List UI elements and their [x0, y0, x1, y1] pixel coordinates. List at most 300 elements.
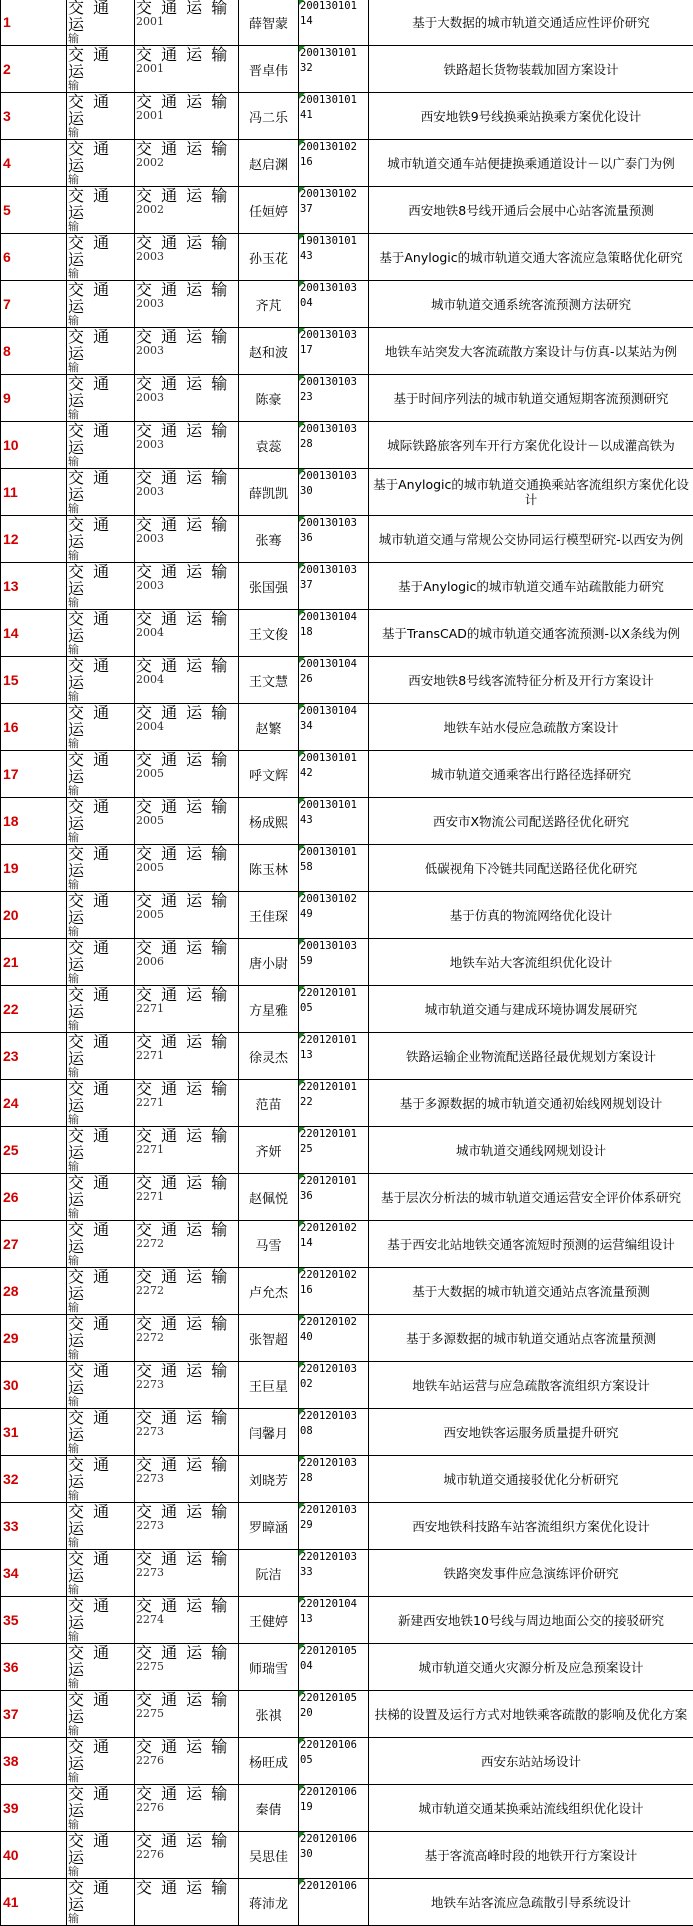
student-name: 刘晓芳	[239, 1456, 299, 1503]
thesis-title: 城市轨道交通车站便捷换乘通道设计－以广泰门为例	[369, 140, 693, 187]
student-name: 陈豪	[239, 375, 299, 422]
major-short-cell: 交 通 运 输	[67, 939, 135, 986]
table-row	[1, 657, 693, 704]
major-class-cell: 交 通 运 输 2271	[135, 1033, 239, 1080]
major-class-cell: 交 通 运 输 2001	[135, 46, 239, 93]
major-short-cell: 交 通 运 输	[67, 281, 135, 328]
thesis-title: 铁路超长货物装载加固方案设计	[369, 46, 693, 93]
major-short-cell: 交 通 运 输	[67, 1644, 135, 1691]
major-class-cell: 交 通 运 输 2271	[135, 986, 239, 1033]
major-short-cell: 交 通 运 输	[67, 704, 135, 751]
student-name: 薛凯凯	[239, 469, 299, 516]
student-id-cell: 220120106 19	[299, 1785, 369, 1832]
thesis-title: 城市轨道交通接驳优化分析研究	[369, 1456, 693, 1503]
major-class-cell: 交 通 运 输 2003	[135, 375, 239, 422]
student-id-cell: 190130101 43	[299, 234, 369, 281]
green-triangle-icon	[299, 93, 305, 99]
thesis-title: 西安东站站场设计	[369, 1738, 693, 1785]
major-short-cell: 交 通 运 输	[67, 657, 135, 704]
table-row	[1, 422, 693, 469]
green-triangle-icon	[299, 46, 305, 52]
thesis-title: 基于TransCAD的城市轨道交通客流预测-以X条线为例	[369, 610, 693, 657]
major-short-cell: 交 通 运 输	[67, 1597, 135, 1644]
student-id-cell: 200130101 43	[299, 798, 369, 845]
major-short-cell: 交 通 运 输	[67, 751, 135, 798]
major-class-cell: 交 通 运 输 2001	[135, 0, 239, 46]
student-name: 张祺	[239, 1691, 299, 1738]
student-name: 罗暲涵	[239, 1503, 299, 1550]
green-triangle-icon	[299, 187, 305, 193]
major-class-cell: 交 通 运 输 2272	[135, 1268, 239, 1315]
green-triangle-icon	[299, 986, 305, 992]
major-class-cell: 交 通 运 输 2003	[135, 281, 239, 328]
table-row	[1, 1691, 693, 1738]
student-id-cell: 200130103 17	[299, 328, 369, 375]
table-row	[1, 1033, 693, 1080]
student-id-cell: 200130103 59	[299, 939, 369, 986]
row-index: 7	[1, 281, 67, 328]
thesis-title: 基于多源数据的城市轨道交通初始线网规划设计	[369, 1080, 693, 1127]
green-triangle-icon	[299, 704, 305, 710]
thesis-title: 基于大数据的城市轨道交通站点客流量预测	[369, 1268, 693, 1315]
green-triangle-icon	[299, 1597, 305, 1603]
thesis-title: 城市轨道交通某换乘站流线组织优化设计	[369, 1785, 693, 1832]
table-row	[1, 1127, 693, 1174]
green-triangle-icon	[299, 328, 305, 334]
green-triangle-icon	[299, 140, 305, 146]
row-index: 15	[1, 657, 67, 704]
table-row	[1, 1268, 693, 1315]
thesis-title: 地铁车站水侵应急疏散方案设计	[369, 704, 693, 751]
student-id-cell: 200130104 18	[299, 610, 369, 657]
thesis-title: 铁路运输企业物流配送路径最优规划方案设计	[369, 1033, 693, 1080]
major-class-cell: 交 通 运 输 2273	[135, 1456, 239, 1503]
major-short-cell: 交 通 运 输	[67, 1456, 135, 1503]
thesis-title: 基于西安北站地铁交通客流短时预测的运营编组设计	[369, 1221, 693, 1268]
student-id-cell: 200130101 32	[299, 46, 369, 93]
major-class-cell: 交 通 运 输 2004	[135, 704, 239, 751]
table-row	[1, 1550, 693, 1597]
thesis-title: 地铁车站运营与应急疏散客流组织方案设计	[369, 1362, 693, 1409]
row-index: 23	[1, 1033, 67, 1080]
student-name: 秦倩	[239, 1785, 299, 1832]
green-triangle-icon	[299, 892, 305, 898]
green-triangle-icon	[299, 798, 305, 804]
major-short-cell: 交 通 运 输	[67, 1127, 135, 1174]
table-row	[1, 1879, 693, 1926]
row-index: 22	[1, 986, 67, 1033]
table-row	[1, 281, 693, 328]
student-id-cell: 220120106 30	[299, 1832, 369, 1879]
major-class-cell: 交 通 运 输 2003	[135, 516, 239, 563]
row-index: 27	[1, 1221, 67, 1268]
major-class-cell: 交 通 运 输 2275	[135, 1644, 239, 1691]
major-short-cell: 交 通 运 输	[67, 986, 135, 1033]
major-class-cell: 交 通 运 输 2003	[135, 469, 239, 516]
table-row	[1, 1738, 693, 1785]
row-index: 20	[1, 892, 67, 939]
green-triangle-icon	[299, 1174, 305, 1180]
student-name: 马雪	[239, 1221, 299, 1268]
major-short-cell: 交 通 运 输	[67, 328, 135, 375]
table-row	[1, 1315, 693, 1362]
green-triangle-icon	[299, 516, 305, 522]
major-class-cell: 交 通 运 输 2273	[135, 1503, 239, 1550]
green-triangle-icon	[299, 1268, 305, 1274]
green-triangle-icon	[299, 1644, 305, 1650]
major-class-cell: 交 通 运 输 2003	[135, 563, 239, 610]
student-id-cell: 220120101 05	[299, 986, 369, 1033]
major-short-cell: 交 通 运 输	[67, 0, 135, 46]
student-name: 方星雅	[239, 986, 299, 1033]
thesis-title: 城市轨道交通线网规划设计	[369, 1127, 693, 1174]
major-class-cell: 交 通 运 输 2003	[135, 234, 239, 281]
thesis-title: 城际铁路旅客列车开行方案优化设计－以成灌高铁为	[369, 422, 693, 469]
table-row	[1, 140, 693, 187]
thesis-title: 基于多源数据的城市轨道交通站点客流量预测	[369, 1315, 693, 1362]
thesis-title: 城市轨道交通与常规公交协同运行模型研究-以西安为例	[369, 516, 693, 563]
student-name: 齐妍	[239, 1127, 299, 1174]
row-index: 12	[1, 516, 67, 563]
student-name: 蒋沛龙	[239, 1879, 299, 1926]
row-index: 36	[1, 1644, 67, 1691]
row-index: 9	[1, 375, 67, 422]
major-class-cell: 交 通 运 输 2005	[135, 798, 239, 845]
row-index: 6	[1, 234, 67, 281]
major-class-cell: 交 通 运 输 2273	[135, 1550, 239, 1597]
student-id-cell: 220120103 08	[299, 1409, 369, 1456]
major-short-cell: 交 通 运 输	[67, 140, 135, 187]
green-triangle-icon	[299, 610, 305, 616]
thesis-title: 地铁车站突发大客流疏散方案设计与仿真-以某站为例	[369, 328, 693, 375]
major-short-cell: 交 通 运 输	[67, 422, 135, 469]
table-row	[1, 563, 693, 610]
student-id-cell: 200130103 30	[299, 469, 369, 516]
student-name: 冯二乐	[239, 93, 299, 140]
thesis-title: 基于仿真的物流网络优化设计	[369, 892, 693, 939]
thesis-title: 西安地铁8号线客流特征分析及开行方案设计	[369, 657, 693, 704]
student-name: 任姮婷	[239, 187, 299, 234]
student-name: 王健婷	[239, 1597, 299, 1644]
row-index: 38	[1, 1738, 67, 1785]
table-row	[1, 845, 693, 892]
student-name: 唐小尉	[239, 939, 299, 986]
student-name: 赵启渊	[239, 140, 299, 187]
table-row	[1, 1597, 693, 1644]
green-triangle-icon	[299, 1738, 305, 1744]
row-index: 1	[1, 0, 67, 46]
student-name: 卢允杰	[239, 1268, 299, 1315]
major-class-cell: 交 通 运 输 2272	[135, 1221, 239, 1268]
student-name: 陈玉林	[239, 845, 299, 892]
student-name: 张骞	[239, 516, 299, 563]
row-index: 5	[1, 187, 67, 234]
table-row	[1, 1644, 693, 1691]
green-triangle-icon	[299, 1550, 305, 1556]
green-triangle-icon	[299, 1127, 305, 1133]
green-triangle-icon	[299, 234, 305, 240]
major-class-cell: 交 通 运 输 2001	[135, 93, 239, 140]
table-row	[1, 892, 693, 939]
student-id-cell: 200130102 16	[299, 140, 369, 187]
thesis-title: 扶梯的设置及运行方式对地铁乘客疏散的影响及优化方案	[369, 1691, 693, 1738]
student-name: 张国强	[239, 563, 299, 610]
row-index: 13	[1, 563, 67, 610]
student-id-cell: 200130101 58	[299, 845, 369, 892]
major-short-cell: 交 通 运 输	[67, 1315, 135, 1362]
row-index: 19	[1, 845, 67, 892]
row-index: 14	[1, 610, 67, 657]
student-id-cell: 200130101 41	[299, 93, 369, 140]
major-short-cell: 交 通 运 输	[67, 1879, 135, 1926]
student-id-cell: 220120103 33	[299, 1550, 369, 1597]
thesis-title: 新建西安地铁10号线与周边地面公交的接驳研究	[369, 1597, 693, 1644]
major-short-cell: 交 通 运 输	[67, 1503, 135, 1550]
student-name: 袁蕊	[239, 422, 299, 469]
student-name: 孙玉花	[239, 234, 299, 281]
row-index: 29	[1, 1315, 67, 1362]
green-triangle-icon	[299, 563, 305, 569]
student-name: 师瑞雪	[239, 1644, 299, 1691]
major-class-cell: 交 通 运 输 2276	[135, 1785, 239, 1832]
major-short-cell: 交 通 运 输	[67, 1221, 135, 1268]
table-row	[1, 1832, 693, 1879]
row-index: 33	[1, 1503, 67, 1550]
green-triangle-icon	[299, 1785, 305, 1791]
student-id-cell: 220120106 05	[299, 1738, 369, 1785]
major-short-cell: 交 通 运 输	[67, 234, 135, 281]
table-row	[1, 328, 693, 375]
row-index: 41	[1, 1879, 67, 1926]
major-class-cell: 交 通 运 输 2272	[135, 1315, 239, 1362]
student-id-cell: 220120103 02	[299, 1362, 369, 1409]
major-short-cell: 交 通 运 输	[67, 1033, 135, 1080]
major-class-cell: 交 通 运 输 2276	[135, 1738, 239, 1785]
student-id-cell: 200130103 28	[299, 422, 369, 469]
table-row	[1, 610, 693, 657]
thesis-title: 基于Anylogic的城市轨道交通大客流应急策略优化研究	[369, 234, 693, 281]
row-index: 2	[1, 46, 67, 93]
student-id-cell: 200130103 36	[299, 516, 369, 563]
student-id-cell: 220120104 13	[299, 1597, 369, 1644]
major-short-cell: 交 通 运 输	[67, 187, 135, 234]
row-index: 30	[1, 1362, 67, 1409]
row-index: 3	[1, 93, 67, 140]
table-row	[1, 798, 693, 845]
student-name: 范苗	[239, 1080, 299, 1127]
student-name: 徐灵杰	[239, 1033, 299, 1080]
thesis-title: 低碳视角下冷链共同配送路径优化研究	[369, 845, 693, 892]
row-index: 39	[1, 1785, 67, 1832]
student-id-cell: 220120101 25	[299, 1127, 369, 1174]
student-id-cell: 200130104 26	[299, 657, 369, 704]
table-row	[1, 704, 693, 751]
student-id-cell: 200130104 34	[299, 704, 369, 751]
row-index: 11	[1, 469, 67, 516]
table-row	[1, 187, 693, 234]
green-triangle-icon	[299, 657, 305, 663]
table-row	[1, 375, 693, 422]
thesis-title: 西安市X物流公司配送路径优化研究	[369, 798, 693, 845]
green-triangle-icon	[299, 281, 305, 287]
major-class-cell: 交 通 运 输 2274	[135, 1597, 239, 1644]
major-class-cell: 交 通 运 输 2271	[135, 1080, 239, 1127]
green-triangle-icon	[299, 1362, 305, 1368]
student-name: 赵佩悦	[239, 1174, 299, 1221]
major-class-cell: 交 通 运 输 2003	[135, 422, 239, 469]
major-short-cell: 交 通 运 输	[67, 1080, 135, 1127]
table-row	[1, 1503, 693, 1550]
student-id-cell: 200130103 04	[299, 281, 369, 328]
table-row	[1, 234, 693, 281]
thesis-title: 城市轨道交通与建成环境协调发展研究	[369, 986, 693, 1033]
table-body	[1, 0, 693, 1926]
major-short-cell: 交 通 运 输	[67, 516, 135, 563]
row-index: 37	[1, 1691, 67, 1738]
student-name: 杨成熙	[239, 798, 299, 845]
major-class-cell: 交 通 运 输 2271	[135, 1174, 239, 1221]
green-triangle-icon	[299, 1503, 305, 1509]
major-short-cell: 交 通 运 输	[67, 1738, 135, 1785]
student-name: 齐芃	[239, 281, 299, 328]
row-index: 35	[1, 1597, 67, 1644]
student-name: 王巨星	[239, 1362, 299, 1409]
major-short-cell: 交 通 运 输	[67, 1409, 135, 1456]
major-class-cell: 交 通 运 输 2276	[135, 1832, 239, 1879]
row-index: 10	[1, 422, 67, 469]
row-index: 31	[1, 1409, 67, 1456]
green-triangle-icon	[299, 422, 305, 428]
student-id-cell: 200130101 42	[299, 751, 369, 798]
student-id-cell: 220120106	[299, 1879, 369, 1926]
green-triangle-icon	[299, 469, 305, 475]
student-id-cell: 200130103 23	[299, 375, 369, 422]
thesis-title: 城市轨道交通火灾源分析及应急预案设计	[369, 1644, 693, 1691]
green-triangle-icon	[299, 1409, 305, 1415]
student-name: 薛智蒙	[239, 0, 299, 46]
major-short-cell: 交 通 运 输	[67, 610, 135, 657]
table-row	[1, 1409, 693, 1456]
row-index: 18	[1, 798, 67, 845]
student-name: 杨旺成	[239, 1738, 299, 1785]
thesis-title: 基于大数据的城市轨道交通适应性评价研究	[369, 0, 693, 46]
row-index: 4	[1, 140, 67, 187]
major-short-cell: 交 通 运 输	[67, 469, 135, 516]
thesis-title: 地铁车站大客流组织优化设计	[369, 939, 693, 986]
student-id-cell: 220120101 22	[299, 1080, 369, 1127]
major-short-cell: 交 通 运 输	[67, 1268, 135, 1315]
thesis-title: 基于Anylogic的城市轨道交通换乘站客流组织方案优化设计	[369, 469, 693, 516]
major-class-cell: 交 通 运 输 2004	[135, 657, 239, 704]
green-triangle-icon	[299, 939, 305, 945]
thesis-title: 西安地铁9号线换乘站换乘方案优化设计	[369, 93, 693, 140]
major-class-cell: 交 通 运 输 2002	[135, 140, 239, 187]
green-triangle-icon	[299, 845, 305, 851]
green-triangle-icon	[299, 0, 305, 5]
thesis-title: 基于层次分析法的城市轨道交通运营安全评价体系研究	[369, 1174, 693, 1221]
major-class-cell: 交 通 运 输 2271	[135, 1127, 239, 1174]
student-name: 赵和波	[239, 328, 299, 375]
student-name: 赵繁	[239, 704, 299, 751]
thesis-title: 铁路突发事件应急演练评价研究	[369, 1550, 693, 1597]
major-short-cell: 交 通 运 输	[67, 375, 135, 422]
student-id-cell: 200130102 37	[299, 187, 369, 234]
table-row	[1, 1080, 693, 1127]
table-row	[1, 939, 693, 986]
table-row	[1, 1785, 693, 1832]
major-short-cell: 交 通 运 输	[67, 563, 135, 610]
student-id-cell: 220120102 14	[299, 1221, 369, 1268]
thesis-title: 城市轨道交通系统客流预测方法研究	[369, 281, 693, 328]
major-short-cell: 交 通 运 输	[67, 46, 135, 93]
row-index: 34	[1, 1550, 67, 1597]
row-index: 17	[1, 751, 67, 798]
table-row	[1, 1362, 693, 1409]
table-row	[1, 516, 693, 563]
green-triangle-icon	[299, 1456, 305, 1462]
thesis-title: 基于时间序列法的城市轨道交通短期客流预测研究	[369, 375, 693, 422]
table-row	[1, 93, 693, 140]
major-short-cell: 交 通 运 输	[67, 1362, 135, 1409]
student-name: 呼文辉	[239, 751, 299, 798]
table-row	[1, 1456, 693, 1503]
row-index: 24	[1, 1080, 67, 1127]
row-index: 40	[1, 1832, 67, 1879]
major-short-cell: 交 通 运 输	[67, 892, 135, 939]
row-index: 32	[1, 1456, 67, 1503]
thesis-title: 西安地铁科技路车站客流组织方案优化设计	[369, 1503, 693, 1550]
thesis-title: 西安地铁客运服务质量提升研究	[369, 1409, 693, 1456]
major-class-cell: 交 通 运 输 2005	[135, 845, 239, 892]
table-row	[1, 751, 693, 798]
student-id-cell: 220120101 13	[299, 1033, 369, 1080]
major-class-cell: 交 通 运 输 2003	[135, 328, 239, 375]
green-triangle-icon	[299, 1691, 305, 1697]
green-triangle-icon	[299, 1879, 305, 1885]
table-row	[1, 0, 693, 46]
table-row	[1, 1174, 693, 1221]
major-class-cell: 交 通 运 输 2004	[135, 610, 239, 657]
major-class-cell: 交 通 运 输 2273	[135, 1362, 239, 1409]
major-short-cell: 交 通 运 输	[67, 1174, 135, 1221]
thesis-title: 基于客流高峰时段的地铁开行方案设计	[369, 1832, 693, 1879]
student-id-cell: 220120102 16	[299, 1268, 369, 1315]
table-row	[1, 46, 693, 93]
major-class-cell: 交 通 运 输 2275	[135, 1691, 239, 1738]
major-short-cell: 交 通 运 输	[67, 1785, 135, 1832]
thesis-title: 基于Anylogic的城市轨道交通车站疏散能力研究	[369, 563, 693, 610]
student-id-cell: 220120103 29	[299, 1503, 369, 1550]
student-name: 阮洁	[239, 1550, 299, 1597]
row-index: 8	[1, 328, 67, 375]
row-index: 16	[1, 704, 67, 751]
green-triangle-icon	[299, 375, 305, 381]
thesis-title: 西安地铁8号线开通后会展中心站客流量预测	[369, 187, 693, 234]
student-id-cell: 220120105 04	[299, 1644, 369, 1691]
student-id-cell: 220120102 40	[299, 1315, 369, 1362]
student-id-cell: 200130102 49	[299, 892, 369, 939]
student-name: 王文俊	[239, 610, 299, 657]
green-triangle-icon	[299, 1080, 305, 1086]
major-class-cell: 交 通 运 输	[135, 1879, 239, 1926]
green-triangle-icon	[299, 1221, 305, 1227]
major-class-cell: 交 通 运 输 2273	[135, 1409, 239, 1456]
student-id-cell: 200130103 37	[299, 563, 369, 610]
major-short-cell: 交 通 运 输	[67, 1832, 135, 1879]
major-class-cell: 交 通 运 输 2005	[135, 751, 239, 798]
student-name: 王文慧	[239, 657, 299, 704]
major-short-cell: 交 通 运 输	[67, 1550, 135, 1597]
